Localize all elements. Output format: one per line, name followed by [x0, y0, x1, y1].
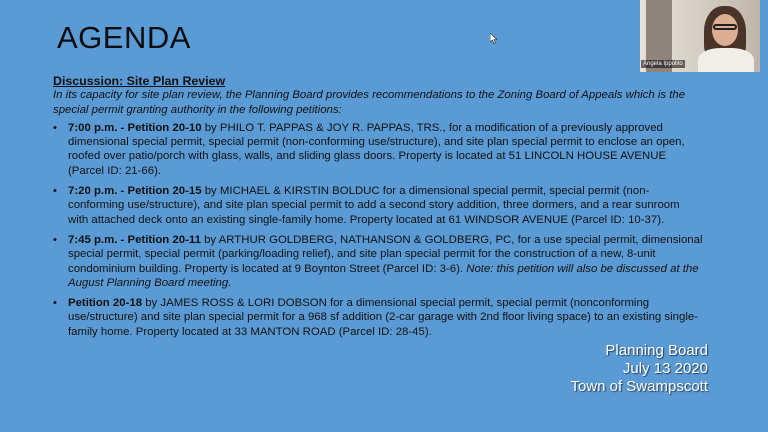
agenda-content	[53, 74, 703, 345]
participant-face	[712, 14, 738, 46]
participant-shirt	[698, 48, 754, 72]
bullet-icon: •	[53, 233, 57, 246]
petition-lead: 7:45 p.m. - Petition 20-11	[68, 233, 201, 246]
petition-lead: 7:20 p.m. - Petition 20-15	[68, 185, 202, 198]
petition-note: Note: this petition will also be discussed at the August Planning Board meeting.	[68, 262, 699, 289]
participant-glasses	[713, 24, 737, 30]
meeting-overlay	[570, 342, 708, 396]
overlay-board-name: Planning Board	[605, 342, 708, 359]
list-item	[53, 121, 703, 178]
slide-title: AGENDA	[57, 20, 191, 55]
petition-list	[53, 121, 703, 339]
intro-paragraph: In its capacity for site plan review, the Planning Board provides recommendations to the Zoning Board of Appeals which is the special permit granting authority in the following petitions:	[53, 89, 686, 116]
petition-text: by ARTHUR GOLDBERG, NATHANSON & GOLDBERG, PC, for a use special permit, dimensional special permit, special permit (parking/loading relief), and site plan special permit for the construction of a new, 8-unit condominium building. Property is located at 9 Boynton Street (Parcel ID: 3-6).	[68, 233, 703, 275]
list-item	[53, 184, 703, 227]
list-item	[53, 296, 703, 339]
participant-video-tile[interactable]	[640, 0, 760, 72]
overlay-town: Town of Swampscott	[570, 378, 708, 395]
bullet-icon: •	[53, 185, 57, 198]
petition-text: by PHILO T. PAPPAS & JOY R. PAPPAS, TRS., for a modification of a previously approved dimensional special permit, special permit (non-conforming use/structure), and site plan special permit to enclose an open, roofed over patio/porch with glass, walls, and sliding glass doors. Property is located at 51 LINCOLN HOUSE AVENUE (Parcel ID: 21-66).	[68, 121, 685, 177]
participant-name-label: Angela Ippolito	[643, 61, 683, 67]
list-item	[53, 233, 703, 290]
bullet-icon: •	[53, 121, 57, 134]
overlay-date: July 13 2020	[622, 360, 708, 377]
bullet-icon: •	[53, 297, 57, 310]
section-heading: Discussion: Site Plan Review	[53, 74, 226, 88]
petition-lead: Petition 20-18	[68, 297, 143, 310]
petition-text: by JAMES ROSS & LORI DOBSON for a dimensional special permit, special permit (nonconforming use/structure) and site plan special permit for a 968 sf addition (2-car garage with 2nd floor living space) to an existing single-family home. Property located at 33 MANTON ROAD (Parcel ID: 28-45).	[68, 297, 698, 338]
petition-lead: 7:00 p.m. - Petition 20-10	[68, 121, 202, 134]
petition-text: by MICHAEL & KIRSTIN BOLDUC for a dimensional special permit, special permit (non-conforming use/structure), and site plan special permit to add a second story addition, three dormers, and a rear sunroom with attached deck onto an existing single-family home. Property located at 61 WINDSOR AVENUE (Parcel ID: 10-37).	[68, 185, 680, 226]
